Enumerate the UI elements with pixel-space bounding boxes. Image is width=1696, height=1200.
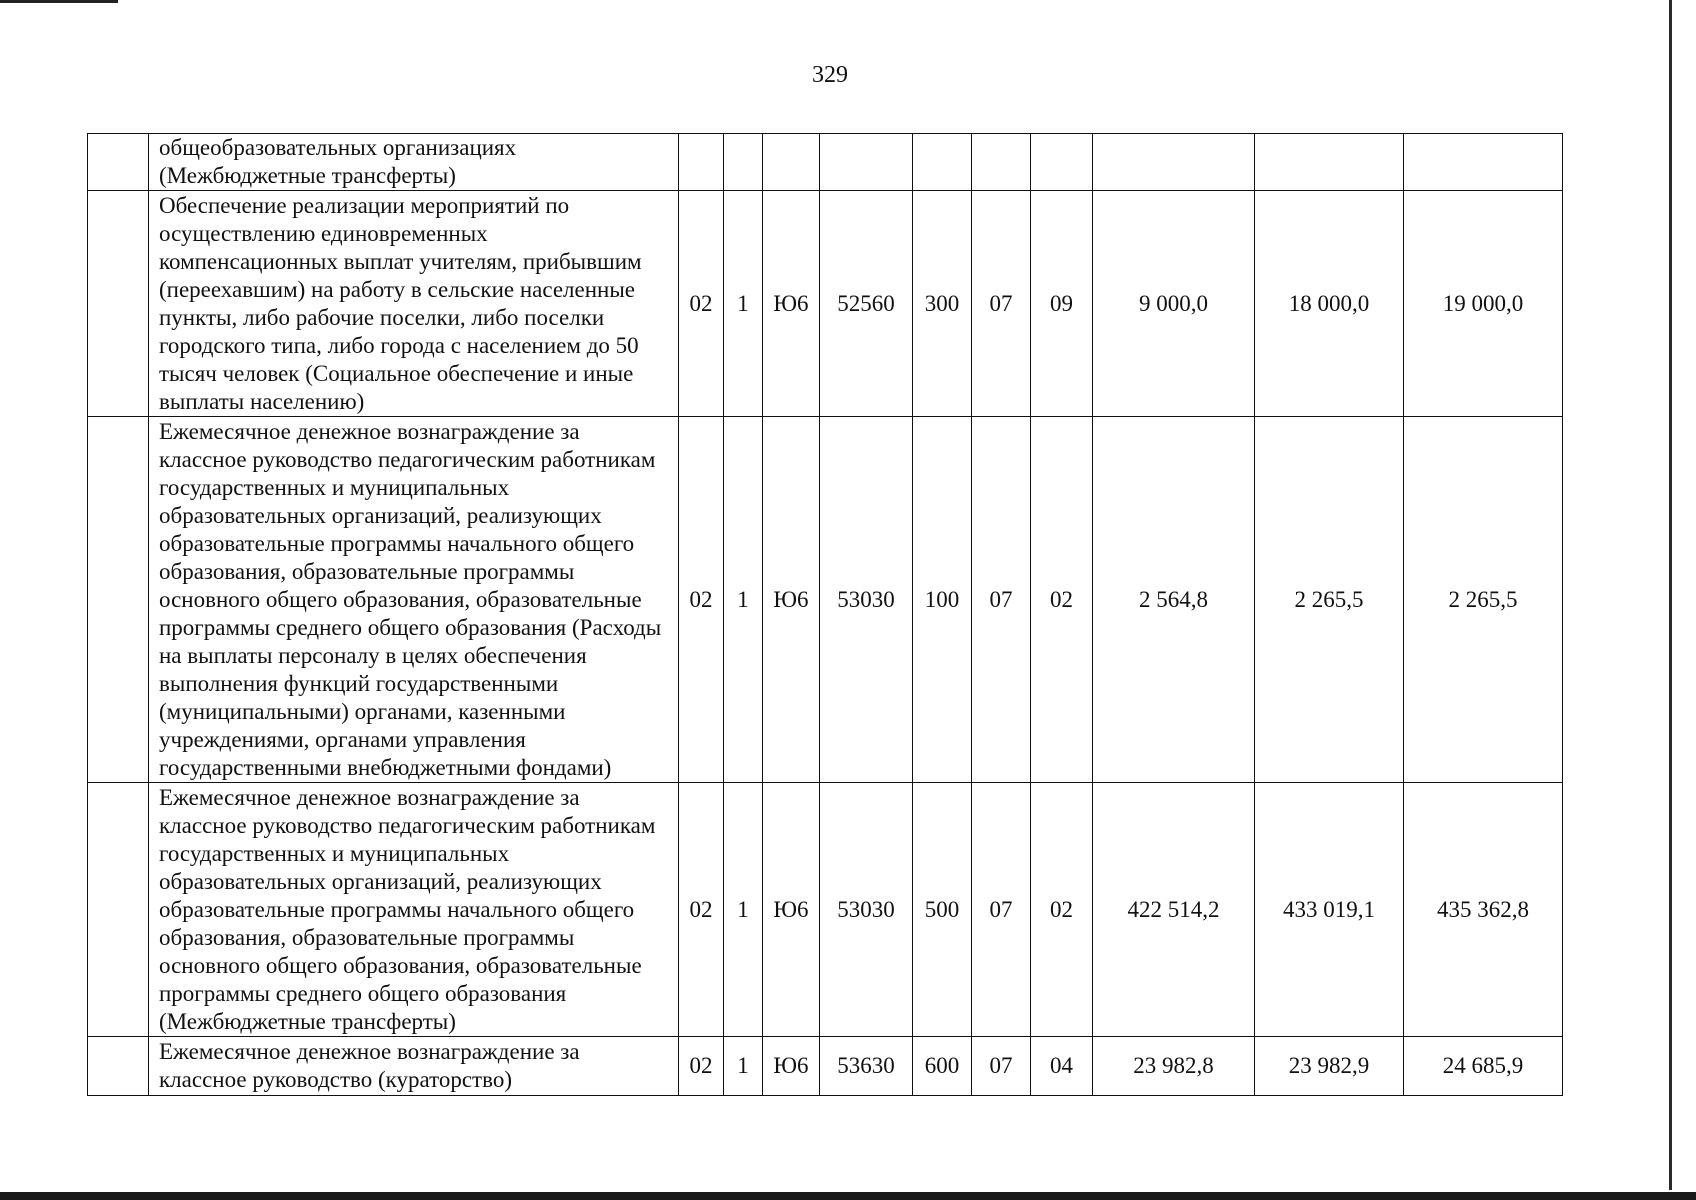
code-cell: 53630 [820,1037,913,1096]
code-cell [763,134,820,191]
budget-table [87,133,1563,1096]
code-cell: 09 [1031,191,1093,417]
code-cell: 02 [679,1037,724,1096]
code-cell: 53030 [820,783,913,1037]
index-cell [88,191,149,417]
code-cell [679,134,724,191]
amount-cell: 2 265,5 [1404,417,1563,783]
code-cell [913,134,972,191]
amount-cell: 2 564,8 [1093,417,1255,783]
code-cell: 07 [972,1037,1031,1096]
code-cell: 500 [913,783,972,1037]
amount-cell: 24 685,9 [1404,1037,1563,1096]
scan-edge-top [0,0,118,3]
code-cell: Ю6 [763,1037,820,1096]
code-cell: 02 [679,191,724,417]
code-cell [1031,134,1093,191]
code-cell: 1 [724,417,763,783]
index-cell [88,783,149,1037]
amount-cell: 23 982,9 [1255,1037,1404,1096]
page-number: 329 [812,62,848,88]
code-cell: 100 [913,417,972,783]
code-cell: 02 [1031,783,1093,1037]
description-cell: Ежемесячное денежное вознаграждение за классное руководство педагогическим работникам государственных и муниципальных образовательных организаций, реализующих образовательные программы начального общего образования, образовательные программы основного общего образования, образовательные программы среднего общего образования (Расходы на выплаты персоналу в целях обеспечения выполнения функций государственными (муниципальными) органами, казенными учреждениями, органами управления государственными внебюджетными фондами) [149,417,679,783]
code-cell: 600 [913,1037,972,1096]
code-cell: 1 [724,1037,763,1096]
code-cell: 07 [972,417,1031,783]
code-cell [972,134,1031,191]
description-cell: общеобразовательных организациях (Межбюджетные трансферты) [149,134,679,191]
code-cell: 07 [972,783,1031,1037]
scan-edge-right [1669,0,1672,1190]
code-cell [724,134,763,191]
code-cell: 1 [724,191,763,417]
amount-cell: 18 000,0 [1255,191,1404,417]
code-cell: Ю6 [763,191,820,417]
code-cell: 02 [1031,417,1093,783]
scan-edge-bottom [0,1192,1696,1200]
amount-cell: 19 000,0 [1404,191,1563,417]
index-cell [88,134,149,191]
amount-cell: 23 982,8 [1093,1037,1255,1096]
code-cell: 02 [679,783,724,1037]
code-cell: 04 [1031,1037,1093,1096]
code-cell: 02 [679,417,724,783]
description-cell: Ежемесячное денежное вознаграждение за классное руководство (кураторство) [149,1037,679,1096]
table-row [88,191,1563,417]
code-cell: Ю6 [763,417,820,783]
amount-cell [1404,134,1563,191]
code-cell: 300 [913,191,972,417]
code-cell: 53030 [820,417,913,783]
table-row [88,134,1563,191]
description-cell: Обеспечение реализации мероприятий по осуществлению единовременных компенсационных выплат учителям, прибывшим (переехавшим) на работу в сельские населенные пункты, либо рабочие поселки, либо поселки городского типа, либо города с населением до 50 тысяч человек (Социальное обеспечение и иные выплаты населению) [149,191,679,417]
amount-cell: 435 362,8 [1404,783,1563,1037]
code-cell: 1 [724,783,763,1037]
amount-cell: 422 514,2 [1093,783,1255,1037]
amount-cell: 9 000,0 [1093,191,1255,417]
code-cell: Ю6 [763,783,820,1037]
code-cell: 52560 [820,191,913,417]
table-row [88,783,1563,1037]
code-cell [820,134,913,191]
index-cell [88,417,149,783]
description-cell: Ежемесячное денежное вознаграждение за классное руководство педагогическим работникам государственных и муниципальных образовательных организаций, реализующих образовательные программы начального общего образования, образовательные программы основного общего образования, образовательные программы среднего общего образования (Межбюджетные трансферты) [149,783,679,1037]
amount-cell [1255,134,1404,191]
amount-cell: 2 265,5 [1255,417,1404,783]
table-row [88,1037,1563,1096]
amount-cell [1093,134,1255,191]
index-cell [88,1037,149,1096]
code-cell: 07 [972,191,1031,417]
table-row [88,417,1563,783]
amount-cell: 433 019,1 [1255,783,1404,1037]
